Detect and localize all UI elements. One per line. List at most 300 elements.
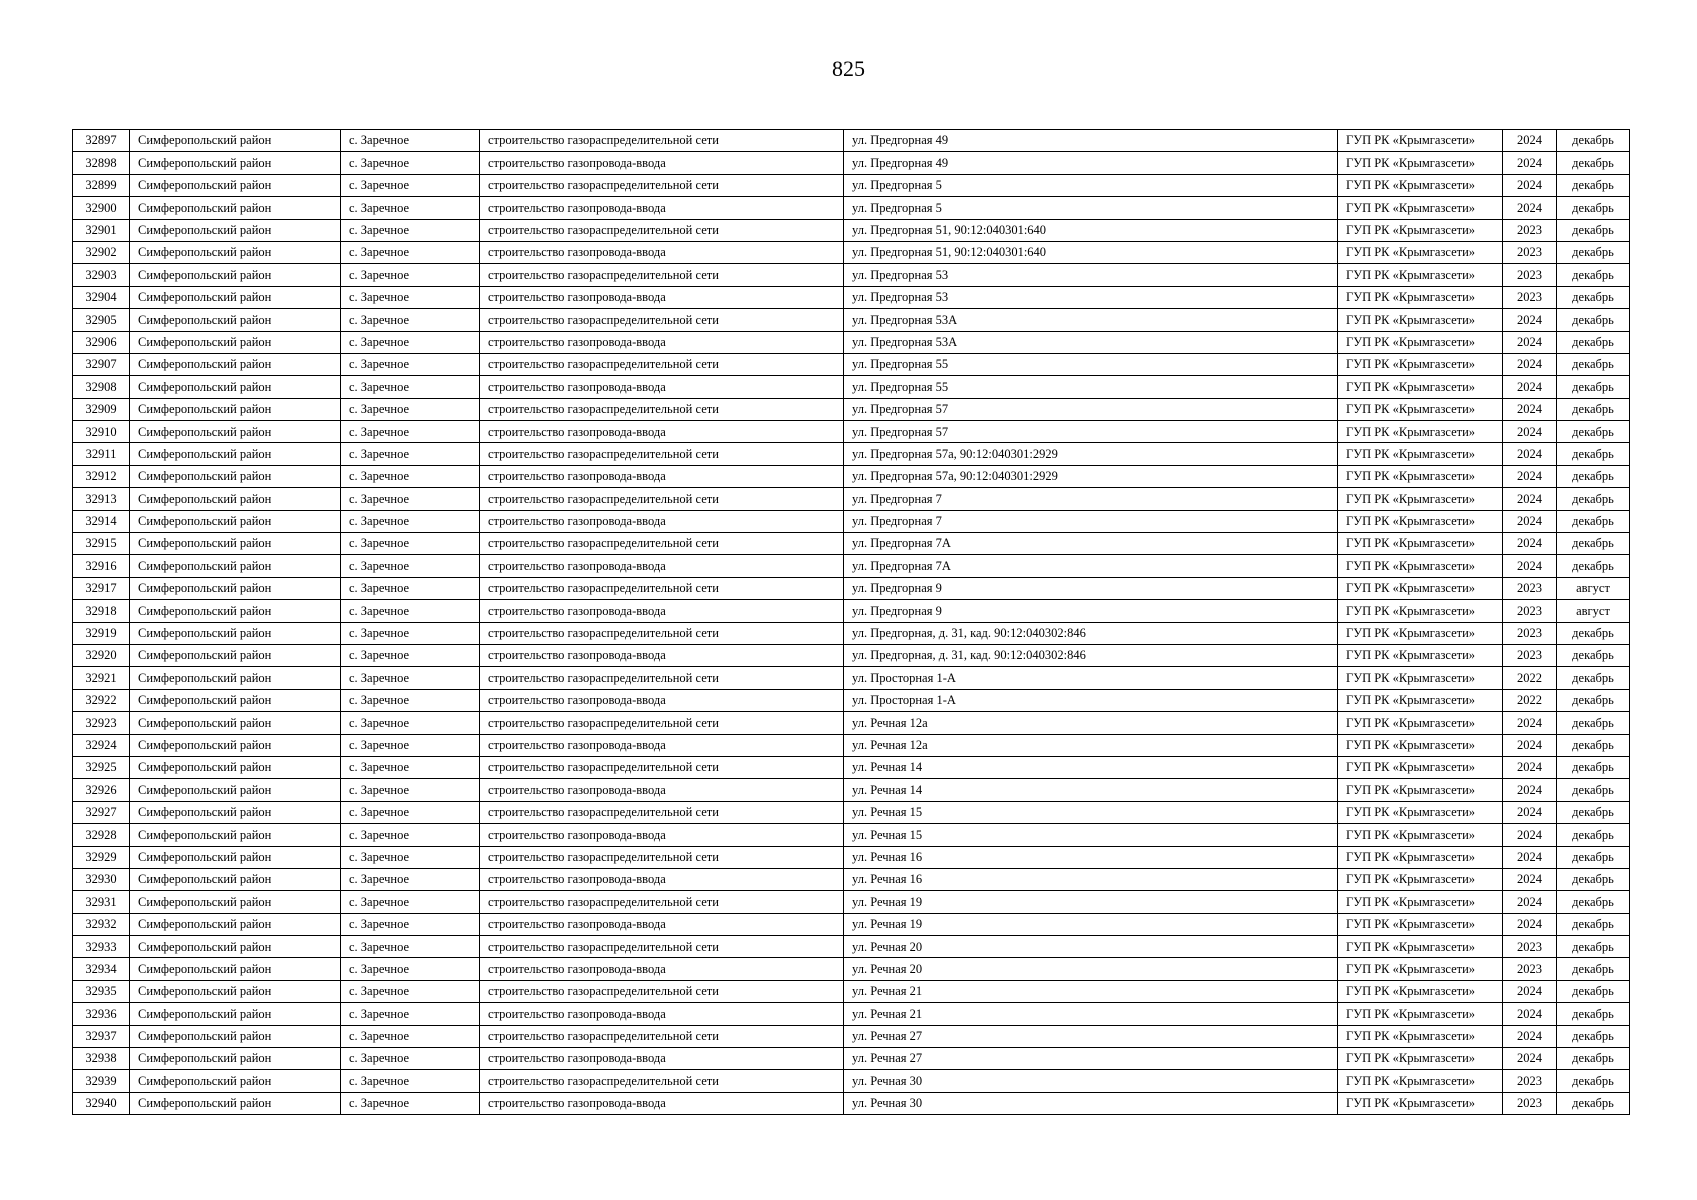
month-cell: декабрь [1557,913,1630,935]
record-number-cell: 32930 [73,868,130,890]
record-number-cell: 32916 [73,555,130,577]
district-cell: Симферопольский район [130,1092,341,1114]
year-cell: 2024 [1503,331,1557,353]
address-cell: ул. Предгорная 57 [844,421,1338,443]
settlement-cell: с. Заречное [341,152,480,174]
organization-cell: ГУП РК «Крымгазсети» [1338,421,1503,443]
settlement-cell: с. Заречное [341,286,480,308]
record-number-cell: 32906 [73,331,130,353]
month-cell: декабрь [1557,980,1630,1002]
address-cell: ул. Предгорная 49 [844,152,1338,174]
work-type-cell: строительство газораспределительной сети [480,801,844,823]
organization-cell: ГУП РК «Крымгазсети» [1338,734,1503,756]
year-cell: 2023 [1503,577,1557,599]
address-cell: ул. Речная 30 [844,1092,1338,1114]
organization-cell: ГУП РК «Крымгазсети» [1338,577,1503,599]
address-cell: ул. Речная 12а [844,734,1338,756]
organization-cell: ГУП РК «Крымгазсети» [1338,712,1503,734]
year-cell: 2024 [1503,1025,1557,1047]
settlement-cell: с. Заречное [341,1025,480,1047]
record-number-cell: 32935 [73,980,130,1002]
address-cell: ул. Предгорная, д. 31, кад. 90:12:040302:846 [844,622,1338,644]
month-cell: декабрь [1557,1025,1630,1047]
table-row [73,801,1630,823]
district-cell: Симферопольский район [130,958,341,980]
record-number-cell: 32937 [73,1025,130,1047]
work-type-cell: строительство газопровода-ввода [480,958,844,980]
organization-cell: ГУП РК «Крымгазсети» [1338,600,1503,622]
record-number-cell: 32924 [73,734,130,756]
year-cell: 2023 [1503,958,1557,980]
work-type-cell: строительство газопровода-ввода [480,152,844,174]
work-type-cell: строительство газораспределительной сети [480,1070,844,1092]
record-number-cell: 32914 [73,510,130,532]
address-cell: ул. Предгорная 57а, 90:12:040301:2929 [844,443,1338,465]
record-number-cell: 32904 [73,286,130,308]
district-cell: Симферопольский район [130,600,341,622]
organization-cell: ГУП РК «Крымгазсети» [1338,130,1503,152]
settlement-cell: с. Заречное [341,936,480,958]
district-cell: Симферопольский район [130,398,341,420]
table-row [73,622,1630,644]
district-cell: Симферопольский район [130,197,341,219]
address-cell: ул. Речная 14 [844,779,1338,801]
year-cell: 2022 [1503,667,1557,689]
year-cell: 2024 [1503,756,1557,778]
record-number-cell: 32929 [73,846,130,868]
settlement-cell: с. Заречное [341,577,480,599]
district-cell: Симферопольский район [130,421,341,443]
organization-cell: ГУП РК «Крымгазсети» [1338,488,1503,510]
month-cell: декабрь [1557,197,1630,219]
organization-cell: ГУП РК «Крымгазсети» [1338,533,1503,555]
year-cell: 2024 [1503,197,1557,219]
settlement-cell: с. Заречное [341,644,480,666]
work-type-cell: строительство газораспределительной сети [480,1025,844,1047]
year-cell: 2022 [1503,689,1557,711]
year-cell: 2024 [1503,779,1557,801]
month-cell: декабрь [1557,398,1630,420]
table-row [73,510,1630,532]
work-type-cell: строительство газораспределительной сети [480,174,844,196]
work-type-cell: строительство газопровода-ввода [480,1003,844,1025]
district-cell: Симферопольский район [130,712,341,734]
organization-cell: ГУП РК «Крымгазсети» [1338,286,1503,308]
district-cell: Симферопольский район [130,1025,341,1047]
record-number-cell: 32898 [73,152,130,174]
work-type-cell: строительство газораспределительной сети [480,309,844,331]
organization-cell: ГУП РК «Крымгазсети» [1338,555,1503,577]
settlement-cell: с. Заречное [341,801,480,823]
settlement-cell: с. Заречное [341,443,480,465]
table-row [73,286,1630,308]
record-number-cell: 32921 [73,667,130,689]
month-cell: декабрь [1557,130,1630,152]
year-cell: 2023 [1503,286,1557,308]
work-type-cell: строительство газопровода-ввода [480,734,844,756]
district-cell: Симферопольский район [130,219,341,241]
organization-cell: ГУП РК «Крымгазсети» [1338,331,1503,353]
month-cell: август [1557,600,1630,622]
settlement-cell: с. Заречное [341,824,480,846]
organization-cell: ГУП РК «Крымгазсети» [1338,936,1503,958]
table-row [73,958,1630,980]
work-type-cell: строительство газораспределительной сети [480,936,844,958]
month-cell: декабрь [1557,958,1630,980]
work-type-cell: строительство газораспределительной сети [480,980,844,1002]
address-cell: ул. Предгорная 5 [844,197,1338,219]
work-type-cell: строительство газораспределительной сети [480,622,844,644]
district-cell: Симферопольский район [130,286,341,308]
year-cell: 2024 [1503,443,1557,465]
settlement-cell: с. Заречное [341,600,480,622]
district-cell: Симферопольский район [130,264,341,286]
organization-cell: ГУП РК «Крымгазсети» [1338,510,1503,532]
table-row [73,600,1630,622]
district-cell: Симферопольский район [130,756,341,778]
month-cell: декабрь [1557,1092,1630,1114]
record-number-cell: 32911 [73,443,130,465]
settlement-cell: с. Заречное [341,1003,480,1025]
organization-cell: ГУП РК «Крымгазсети» [1338,622,1503,644]
organization-cell: ГУП РК «Крымгазсети» [1338,197,1503,219]
month-cell: декабрь [1557,689,1630,711]
settlement-cell: с. Заречное [341,868,480,890]
organization-cell: ГУП РК «Крымгазсети» [1338,644,1503,666]
settlement-cell: с. Заречное [341,219,480,241]
year-cell: 2023 [1503,1070,1557,1092]
table-row [73,130,1630,152]
table-row [73,577,1630,599]
address-cell: ул. Предгорная 49 [844,130,1338,152]
organization-cell: ГУП РК «Крымгазсети» [1338,376,1503,398]
organization-cell: ГУП РК «Крымгазсети» [1338,980,1503,1002]
organization-cell: ГУП РК «Крымгазсети» [1338,398,1503,420]
address-cell: ул. Предгорная 9 [844,577,1338,599]
settlement-cell: с. Заречное [341,353,480,375]
organization-cell: ГУП РК «Крымгазсети» [1338,689,1503,711]
settlement-cell: с. Заречное [341,622,480,644]
table-row [73,398,1630,420]
work-type-cell: строительство газопровода-ввода [480,241,844,263]
address-cell: ул. Речная 16 [844,868,1338,890]
record-number-cell: 32900 [73,197,130,219]
year-cell: 2024 [1503,846,1557,868]
work-type-cell: строительство газораспределительной сети [480,488,844,510]
settlement-cell: с. Заречное [341,980,480,1002]
district-cell: Симферопольский район [130,667,341,689]
organization-cell: ГУП РК «Крымгазсети» [1338,219,1503,241]
table-row [73,644,1630,666]
month-cell: декабрь [1557,465,1630,487]
month-cell: декабрь [1557,734,1630,756]
settlement-cell: с. Заречное [341,421,480,443]
work-type-cell: строительство газораспределительной сети [480,219,844,241]
work-type-cell: строительство газопровода-ввода [480,510,844,532]
work-type-cell: строительство газопровода-ввода [480,913,844,935]
year-cell: 2024 [1503,734,1557,756]
month-cell: декабрь [1557,152,1630,174]
work-type-cell: строительство газораспределительной сети [480,398,844,420]
district-cell: Симферопольский район [130,152,341,174]
organization-cell: ГУП РК «Крымгазсети» [1338,152,1503,174]
month-cell: декабрь [1557,219,1630,241]
month-cell: декабрь [1557,421,1630,443]
month-cell: декабрь [1557,174,1630,196]
settlement-cell: с. Заречное [341,779,480,801]
month-cell: декабрь [1557,846,1630,868]
settlement-cell: с. Заречное [341,734,480,756]
table-row [73,309,1630,331]
organization-cell: ГУП РК «Крымгазсети» [1338,667,1503,689]
district-cell: Симферопольский район [130,644,341,666]
record-number-cell: 32932 [73,913,130,935]
record-number-cell: 32934 [73,958,130,980]
record-number-cell: 32933 [73,936,130,958]
year-cell: 2023 [1503,219,1557,241]
address-cell: ул. Просторная 1-А [844,667,1338,689]
work-type-cell: строительство газораспределительной сети [480,130,844,152]
work-type-cell: строительство газопровода-ввода [480,331,844,353]
district-cell: Симферопольский район [130,1048,341,1070]
record-number-cell: 32926 [73,779,130,801]
table-row [73,913,1630,935]
record-number-cell: 32918 [73,600,130,622]
district-cell: Симферопольский район [130,891,341,913]
record-number-cell: 32920 [73,644,130,666]
district-cell: Симферопольский район [130,1003,341,1025]
table-row [73,868,1630,890]
record-number-cell: 32925 [73,756,130,778]
work-type-cell: строительство газопровода-ввода [480,1048,844,1070]
address-cell: ул. Речная 20 [844,936,1338,958]
district-cell: Симферопольский район [130,443,341,465]
district-cell: Симферопольский район [130,331,341,353]
settlement-cell: с. Заречное [341,689,480,711]
month-cell: декабрь [1557,712,1630,734]
settlement-cell: с. Заречное [341,846,480,868]
record-number-cell: 32939 [73,1070,130,1092]
year-cell: 2024 [1503,130,1557,152]
work-type-cell: строительство газопровода-ввода [480,197,844,219]
address-cell: ул. Предгорная 7А [844,555,1338,577]
work-type-cell: строительство газораспределительной сети [480,264,844,286]
settlement-cell: с. Заречное [341,264,480,286]
organization-cell: ГУП РК «Крымгазсети» [1338,846,1503,868]
district-cell: Симферопольский район [130,353,341,375]
table-row [73,980,1630,1002]
work-type-cell: строительство газораспределительной сети [480,891,844,913]
address-cell: ул. Предгорная 51, 90:12:040301:640 [844,219,1338,241]
year-cell: 2023 [1503,622,1557,644]
settlement-cell: с. Заречное [341,1092,480,1114]
settlement-cell: с. Заречное [341,555,480,577]
record-number-cell: 32905 [73,309,130,331]
table-row [73,936,1630,958]
table-row [73,219,1630,241]
settlement-cell: с. Заречное [341,376,480,398]
month-cell: декабрь [1557,488,1630,510]
month-cell: декабрь [1557,622,1630,644]
district-cell: Симферопольский район [130,779,341,801]
district-cell: Симферопольский район [130,510,341,532]
address-cell: ул. Речная 20 [844,958,1338,980]
address-cell: ул. Предгорная 53А [844,309,1338,331]
year-cell: 2024 [1503,712,1557,734]
settlement-cell: с. Заречное [341,331,480,353]
year-cell: 2024 [1503,555,1557,577]
month-cell: декабрь [1557,801,1630,823]
district-cell: Симферопольский район [130,936,341,958]
settlement-cell: с. Заречное [341,174,480,196]
table-row [73,734,1630,756]
settlement-cell: с. Заречное [341,1070,480,1092]
year-cell: 2023 [1503,1092,1557,1114]
month-cell: декабрь [1557,555,1630,577]
record-number-cell: 32899 [73,174,130,196]
organization-cell: ГУП РК «Крымгазсети» [1338,465,1503,487]
month-cell: декабрь [1557,533,1630,555]
organization-cell: ГУП РК «Крымгазсети» [1338,868,1503,890]
address-cell: ул. Предгорная 51, 90:12:040301:640 [844,241,1338,263]
record-number-cell: 32940 [73,1092,130,1114]
month-cell: декабрь [1557,331,1630,353]
record-number-cell: 32908 [73,376,130,398]
registry-table-body [73,130,1630,1115]
work-type-cell: строительство газопровода-ввода [480,376,844,398]
year-cell: 2023 [1503,644,1557,666]
table-row [73,421,1630,443]
work-type-cell: строительство газопровода-ввода [480,689,844,711]
month-cell: декабрь [1557,779,1630,801]
work-type-cell: строительство газораспределительной сети [480,667,844,689]
district-cell: Симферопольский район [130,174,341,196]
year-cell: 2024 [1503,980,1557,1002]
address-cell: ул. Предгорная 53 [844,264,1338,286]
month-cell: декабрь [1557,667,1630,689]
settlement-cell: с. Заречное [341,510,480,532]
record-number-cell: 32903 [73,264,130,286]
settlement-cell: с. Заречное [341,891,480,913]
record-number-cell: 32909 [73,398,130,420]
address-cell: ул. Предгорная 7А [844,533,1338,555]
table-row [73,891,1630,913]
year-cell: 2024 [1503,398,1557,420]
year-cell: 2024 [1503,1003,1557,1025]
year-cell: 2023 [1503,936,1557,958]
month-cell: декабрь [1557,644,1630,666]
settlement-cell: с. Заречное [341,667,480,689]
district-cell: Симферопольский район [130,734,341,756]
table-row [73,555,1630,577]
district-cell: Симферопольский район [130,376,341,398]
table-row [73,152,1630,174]
registry-table [72,129,1630,1115]
record-number-cell: 32923 [73,712,130,734]
month-cell: декабрь [1557,756,1630,778]
settlement-cell: с. Заречное [341,465,480,487]
table-row [73,712,1630,734]
month-cell: декабрь [1557,1003,1630,1025]
month-cell: декабрь [1557,868,1630,890]
address-cell: ул. Речная 30 [844,1070,1338,1092]
record-number-cell: 32902 [73,241,130,263]
district-cell: Симферопольский район [130,465,341,487]
settlement-cell: с. Заречное [341,756,480,778]
organization-cell: ГУП РК «Крымгазсети» [1338,1048,1503,1070]
address-cell: ул. Предгорная 5 [844,174,1338,196]
organization-cell: ГУП РК «Крымгазсети» [1338,779,1503,801]
table-row [73,241,1630,263]
record-number-cell: 32901 [73,219,130,241]
district-cell: Симферопольский район [130,577,341,599]
settlement-cell: с. Заречное [341,913,480,935]
district-cell: Симферопольский район [130,130,341,152]
work-type-cell: строительство газопровода-ввода [480,286,844,308]
address-cell: ул. Просторная 1-А [844,689,1338,711]
month-cell: декабрь [1557,891,1630,913]
address-cell: ул. Речная 27 [844,1048,1338,1070]
organization-cell: ГУП РК «Крымгазсети» [1338,1092,1503,1114]
district-cell: Симферопольский район [130,309,341,331]
work-type-cell: строительство газораспределительной сети [480,533,844,555]
address-cell: ул. Предгорная 9 [844,600,1338,622]
table-row [73,533,1630,555]
month-cell: декабрь [1557,1070,1630,1092]
page-number: 825 [832,56,865,81]
month-cell: декабрь [1557,353,1630,375]
work-type-cell: строительство газораспределительной сети [480,443,844,465]
record-number-cell: 32912 [73,465,130,487]
address-cell: ул. Предгорная 53А [844,331,1338,353]
record-number-cell: 32897 [73,130,130,152]
organization-cell: ГУП РК «Крымгазсети» [1338,443,1503,465]
table-row [73,689,1630,711]
month-cell: декабрь [1557,286,1630,308]
organization-cell: ГУП РК «Крымгазсети» [1338,756,1503,778]
work-type-cell: строительство газопровода-ввода [480,868,844,890]
year-cell: 2024 [1503,376,1557,398]
table-row [73,824,1630,846]
settlement-cell: с. Заречное [341,398,480,420]
district-cell: Симферопольский район [130,868,341,890]
district-cell: Симферопольский район [130,824,341,846]
work-type-cell: строительство газораспределительной сети [480,846,844,868]
record-number-cell: 32919 [73,622,130,644]
settlement-cell: с. Заречное [341,197,480,219]
district-cell: Симферопольский район [130,980,341,1002]
month-cell: декабрь [1557,264,1630,286]
address-cell: ул. Речная 27 [844,1025,1338,1047]
record-number-cell: 32936 [73,1003,130,1025]
address-cell: ул. Речная 19 [844,891,1338,913]
district-cell: Симферопольский район [130,241,341,263]
table-row [73,667,1630,689]
record-number-cell: 32907 [73,353,130,375]
year-cell: 2024 [1503,465,1557,487]
year-cell: 2024 [1503,488,1557,510]
address-cell: ул. Речная 19 [844,913,1338,935]
address-cell: ул. Речная 12а [844,712,1338,734]
organization-cell: ГУП РК «Крымгазсети» [1338,824,1503,846]
district-cell: Симферопольский район [130,533,341,555]
settlement-cell: с. Заречное [341,241,480,263]
month-cell: декабрь [1557,443,1630,465]
district-cell: Симферопольский район [130,488,341,510]
work-type-cell: строительство газопровода-ввода [480,421,844,443]
organization-cell: ГУП РК «Крымгазсети» [1338,1025,1503,1047]
year-cell: 2024 [1503,174,1557,196]
